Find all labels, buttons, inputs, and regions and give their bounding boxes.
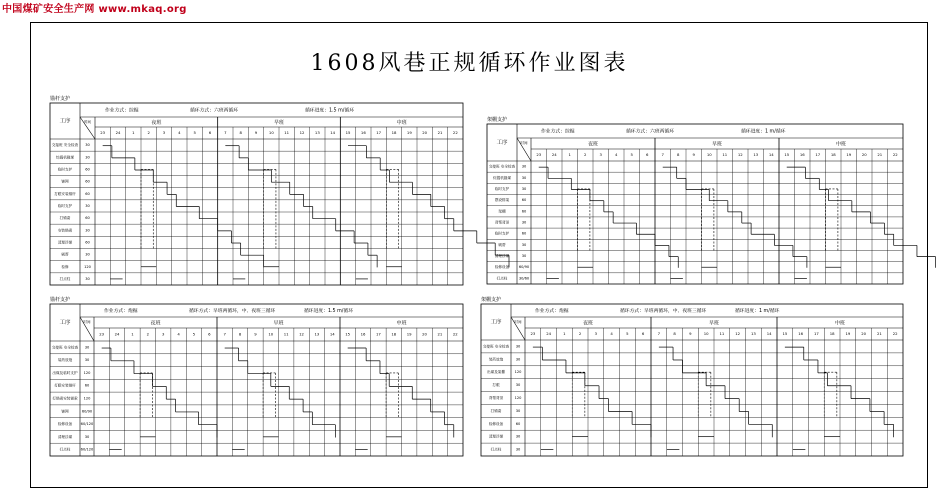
hour-label: 11 <box>722 152 728 157</box>
hour-label: 7 <box>661 152 664 157</box>
duration-value: 30 <box>84 434 90 439</box>
hour-label: 20 <box>861 331 867 336</box>
watermark: 中国煤矿安全生产网 www.mkaq.org <box>2 4 187 15</box>
hour-label: 1 <box>568 152 571 157</box>
process-label: 检修设备 <box>57 422 73 427</box>
process-label: 装药放炮 <box>57 358 73 363</box>
process-label: 刷帮 <box>498 242 506 247</box>
process-label: 检修设备 <box>494 265 510 270</box>
hour-label: 3 <box>162 130 166 135</box>
hour-label: 4 <box>178 130 181 135</box>
hour-label: 16 <box>799 152 805 157</box>
process-label: 打锚索安装锚索 <box>52 396 78 401</box>
duration-value: 120 <box>83 370 91 375</box>
hour-label: 16 <box>798 331 804 336</box>
process-label: 临时支护 <box>57 167 73 172</box>
panel-bottom-right <box>481 296 903 456</box>
hour-label: 20 <box>422 130 428 135</box>
shift-label: 中班 <box>396 120 407 126</box>
hour-label: 7 <box>657 331 661 336</box>
hour-label: 18 <box>391 331 397 337</box>
panel-title: 锚杆支护 <box>50 297 71 303</box>
hour-label: 8 <box>677 152 680 157</box>
hour-label: 5 <box>193 130 196 135</box>
hour-label: 6 <box>646 152 649 157</box>
hour-label: 1 <box>132 130 135 135</box>
hour-label: 24 <box>551 152 557 157</box>
schedule-chart <box>487 116 903 284</box>
shift-label: 早班 <box>273 320 284 327</box>
process-label: 刷帮 <box>61 252 69 257</box>
process-label: 摆设排架 <box>494 198 510 203</box>
duration-value: 60 <box>515 421 521 426</box>
info-text: 循环方式：早班两循环，中、夜班三循环 <box>189 309 276 314</box>
process-label: 背帮背顶 <box>488 396 504 400</box>
duration-value: 30 <box>515 383 521 388</box>
duration-value: 30 <box>521 242 527 247</box>
duration-value: 60 <box>84 383 90 388</box>
hour-label: 22 <box>452 331 458 337</box>
shift-label: 中班 <box>396 320 407 327</box>
hour-label: 10 <box>706 152 712 157</box>
hour-label: 23 <box>100 130 106 135</box>
info-text: 循环方式：六班两循环 <box>626 129 674 135</box>
schedule-chart <box>50 296 463 456</box>
hour-label: 10 <box>268 130 274 135</box>
info-text: 作业方式：炮掘 <box>535 309 569 314</box>
duration-value: 120 <box>514 396 522 400</box>
duration-value: 60/120 <box>80 422 94 427</box>
process-label: 装药放炮 <box>488 357 504 362</box>
info-text: 作业方式：炮掘 <box>104 309 138 314</box>
hour-label: 19 <box>845 331 851 336</box>
process-label: 打眼安装锚杆 <box>54 383 76 388</box>
chart-border <box>50 304 463 456</box>
process-label: 交接班 安全检查 <box>51 143 79 148</box>
hour-label: 5 <box>192 331 196 337</box>
duration-value: 30 <box>515 447 521 452</box>
duration-value: 60/90 <box>518 265 530 270</box>
corner-label: 工序 <box>490 319 502 326</box>
hour-label: 22 <box>892 331 898 336</box>
duration-value: 60 <box>85 167 90 172</box>
process-label: 综掘机割煤 <box>493 175 511 180</box>
panel-title: 架棚支护 <box>487 117 508 123</box>
hour-label: 13 <box>314 331 320 337</box>
shift-label: 夜班 <box>582 320 594 327</box>
hour-label: 9 <box>689 331 692 336</box>
hour-label: 19 <box>406 130 412 135</box>
info-text: 循环进度：1.5 m/循环 <box>305 108 355 114</box>
hour-label: 22 <box>892 152 898 157</box>
corner-label: 工序 <box>496 140 508 146</box>
info-text: 循环方式：早班两循环，中、夜班三循环 <box>620 309 707 314</box>
corner-label: 工序 <box>59 320 71 326</box>
duration-value: 60/120 <box>80 447 94 452</box>
schedule-chart <box>50 95 463 285</box>
process-label: 打点柱 <box>59 276 71 281</box>
process-label: 打点柱 <box>496 276 508 281</box>
info-text: 循环进度：1.5 m/循环 <box>304 309 354 314</box>
chart-border <box>481 304 903 456</box>
hour-label: 18 <box>830 152 836 157</box>
duration-value: 120 <box>514 370 522 375</box>
hour-label: 13 <box>750 331 756 336</box>
process-label: 临时支护 <box>494 231 510 236</box>
process-label: 出煤及架棚 <box>487 370 505 375</box>
hour-label: 17 <box>376 130 382 135</box>
process-label: 清理浮煤 <box>494 254 510 259</box>
panel-title: 架棚支护 <box>481 297 502 303</box>
hour-label: 15 <box>345 331 351 337</box>
duration-value: 30 <box>84 358 90 363</box>
duration-value: 30 <box>85 276 90 281</box>
hour-label: 11 <box>719 331 725 336</box>
hour-label: 24 <box>546 331 552 336</box>
process-label: 检修 <box>61 264 69 269</box>
hour-label: 21 <box>877 152 883 157</box>
panel-top-left <box>50 95 463 285</box>
hour-label: 12 <box>735 331 741 336</box>
hour-label: 6 <box>208 130 212 135</box>
panel-bottom-left <box>50 296 463 456</box>
process-label: 临时支护 <box>494 186 510 191</box>
process-label: 临时支护 <box>57 203 73 208</box>
hour-label: 1 <box>563 331 566 336</box>
shift-label: 夜班 <box>151 120 162 126</box>
hour-label: 15 <box>345 130 351 135</box>
duration-value: 30 <box>85 203 90 208</box>
duration-value: 60 <box>521 198 527 203</box>
process-label: 铺网 <box>61 409 69 414</box>
process-label: 交接班 安全检查 <box>482 344 510 349</box>
hour-label: 4 <box>615 152 618 157</box>
duration-value: 30 <box>521 220 527 225</box>
hour-label: 15 <box>784 152 790 157</box>
hour-label: 8 <box>238 331 242 337</box>
hour-label: 21 <box>437 130 443 135</box>
process-label: 清理浮煤 <box>57 434 73 439</box>
shift-label: 夜班 <box>150 320 161 327</box>
hour-label: 9 <box>254 130 258 135</box>
duration-value: 60 <box>521 231 527 236</box>
process-label: 打点柱 <box>59 447 71 452</box>
process-label: 安装锚索 <box>57 228 73 233</box>
process-label: 清理浮煤 <box>57 240 73 245</box>
hour-label: 19 <box>406 331 412 337</box>
hour-label: 22 <box>452 130 458 135</box>
duration-value: 30/60 <box>518 276 530 281</box>
info-text: 循环进度：1 m/循环 <box>741 129 786 135</box>
hour-label: 9 <box>692 152 695 157</box>
shift-label: 早班 <box>711 141 723 148</box>
hour-label: 14 <box>768 152 774 157</box>
hour-label: 8 <box>673 331 676 336</box>
duration-value: 30 <box>515 408 521 413</box>
duration-value: 60 <box>85 191 90 196</box>
hour-label: 6 <box>641 331 645 336</box>
hour-label: 5 <box>626 331 629 336</box>
process-label: 出煤及临时支护 <box>52 370 78 375</box>
hour-label: 19 <box>846 152 852 157</box>
hour-label: 11 <box>284 130 290 135</box>
duration-value: 30 <box>85 143 90 148</box>
process-label: 交接班 安全检查 <box>51 345 79 350</box>
hour-label: 14 <box>766 331 772 336</box>
duration-value: 30 <box>521 186 527 191</box>
hour-label: 3 <box>594 331 598 336</box>
shift-label: 夜班 <box>587 141 599 148</box>
info-text: 作业方式：综掘 <box>541 129 575 135</box>
shift-label: 早班 <box>273 120 285 126</box>
hour-label: 2 <box>584 152 587 157</box>
hour-label: 13 <box>314 130 320 135</box>
hour-label: 21 <box>876 331 882 336</box>
hour-label: 18 <box>391 130 397 135</box>
duration-value: 60/90 <box>81 409 93 414</box>
hour-label: 12 <box>299 130 305 135</box>
chart-border <box>487 124 903 284</box>
duration-value: 30 <box>521 254 527 259</box>
duration-value: 30 <box>85 155 90 160</box>
hour-label: 17 <box>815 152 821 157</box>
corner-label: 工序 <box>59 118 71 125</box>
hour-label: 17 <box>813 331 819 336</box>
hour-label: 17 <box>376 331 381 337</box>
hour-label: 12 <box>737 152 743 157</box>
duration-value: 30 <box>521 164 527 169</box>
hour-label: 18 <box>829 331 835 336</box>
process-label: 背帮背顶 <box>494 220 510 225</box>
hour-label: 10 <box>703 331 709 336</box>
process-label: 打眼安装锚杆 <box>54 191 76 196</box>
hour-label: 8 <box>239 130 242 135</box>
duration-value: 120 <box>83 396 91 401</box>
shift-label: 中班 <box>834 320 846 327</box>
hour-label: 2 <box>578 331 582 336</box>
hour-label: 7 <box>223 331 226 337</box>
process-label: 打锚索 <box>490 408 502 413</box>
duration-value: 60 <box>85 240 90 245</box>
hour-label: 9 <box>254 331 257 337</box>
process-label: 打锚索 <box>59 216 71 221</box>
duration-value: 60 <box>521 209 527 214</box>
hour-label: 23 <box>536 152 542 157</box>
hour-label: 20 <box>861 152 867 157</box>
hour-label: 21 <box>437 331 443 337</box>
hour-label: 24 <box>114 331 120 337</box>
hour-label: 5 <box>630 152 633 157</box>
duration-value: 60 <box>85 216 90 221</box>
hour-label: 6 <box>208 331 211 337</box>
process-label: 交接班 安全检查 <box>488 164 516 169</box>
duration-value: 30 <box>515 434 521 439</box>
hour-label: 4 <box>610 331 613 336</box>
panel-title: 锚杆支护 <box>50 96 71 102</box>
duration-value: 30 <box>85 228 90 233</box>
hour-label: 14 <box>330 130 336 135</box>
duration-value: 30 <box>85 252 90 257</box>
panel-top-right <box>487 116 903 284</box>
time-header: 时间 <box>83 320 91 324</box>
hour-label: 7 <box>224 130 227 135</box>
duration-value: 30 <box>521 175 527 180</box>
schedule-chart <box>481 296 903 456</box>
hour-label: 2 <box>146 331 150 337</box>
duration-value: 30 <box>84 345 90 350</box>
hour-label: 10 <box>268 331 274 337</box>
hour-label: 3 <box>161 331 165 337</box>
time-header: 时间 <box>520 141 528 145</box>
hour-label: 13 <box>753 152 759 157</box>
time-header: 时间 <box>84 120 91 124</box>
hour-label: 11 <box>283 331 289 337</box>
hour-label: 16 <box>360 130 366 135</box>
process-label: 铺网 <box>61 179 69 184</box>
hour-label: 24 <box>115 130 121 135</box>
process-label: 打点柱 <box>490 447 502 452</box>
process-label: 打眼 <box>492 383 500 388</box>
duration-value: 60 <box>85 179 90 184</box>
hour-label: 23 <box>530 331 536 336</box>
info-text: 循环进度：1 m/循环 <box>735 309 780 314</box>
duration-value: 120 <box>84 264 91 269</box>
hour-label: 4 <box>177 331 180 337</box>
hour-label: 14 <box>329 331 335 337</box>
duration-value: 30 <box>515 357 521 362</box>
shift-label: 中班 <box>835 141 847 148</box>
process-label: 架棚 <box>498 209 506 214</box>
hour-label: 16 <box>360 331 366 337</box>
info-text: 作业方式：综掘 <box>105 108 139 114</box>
shift-label: 早班 <box>708 320 720 327</box>
process-label: 检修设备 <box>488 421 504 426</box>
hour-label: 3 <box>599 152 602 157</box>
hour-label: 1 <box>131 331 134 337</box>
time-header: 时间 <box>514 320 522 324</box>
hour-label: 12 <box>299 331 304 337</box>
hour-label: 15 <box>782 331 788 336</box>
duration-value: 30 <box>515 344 521 349</box>
hour-label: 20 <box>422 331 427 337</box>
page-title: 1608风巷正规循环作业图表 <box>310 51 629 76</box>
process-label: 综掘机割煤 <box>56 155 74 160</box>
hour-label: 2 <box>147 130 150 135</box>
hour-label: 23 <box>99 331 105 337</box>
info-text: 循环方式：六班两循环 <box>190 108 238 114</box>
process-label: 清理浮煤 <box>488 434 504 439</box>
